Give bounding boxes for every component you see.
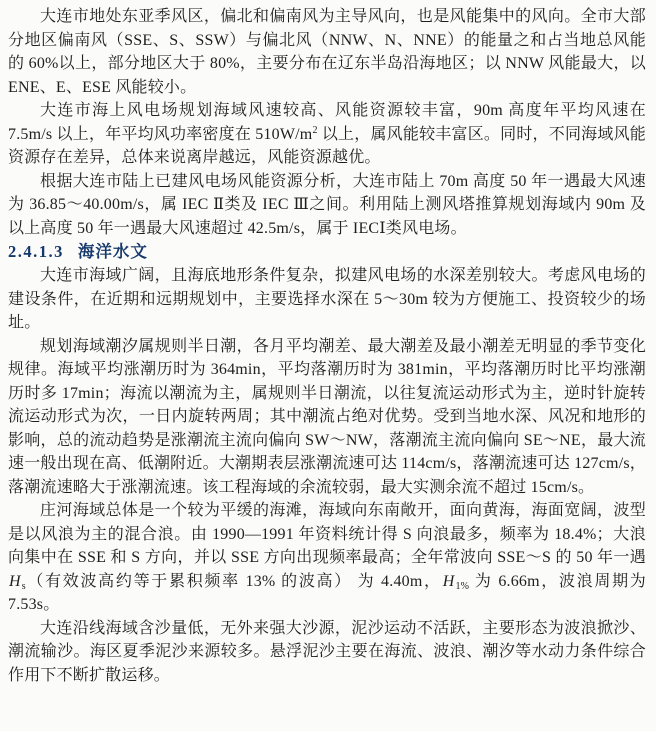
subscript-s: s [21, 580, 26, 592]
section-number: 2.4.1.3 [8, 242, 64, 261]
paragraph-max-wind-speed: 根据大连市陆上已建风电场风能资源分析，大连市陆上 70m 高度 50 年一遇最大风速为 36.85～40.00m/s，属 IEC Ⅱ类及 IEC Ⅲ之间。利用陆上测风塔推算规划海域内 90m 及以上高度 50 年一遇最大风速超过 42.5m/s，属于 IECⅠ类风电场。 [8, 172, 646, 237]
paragraph-sediment: 大连沿线海域含沙量低，无外来强大沙源，泥沙运动不活跃，主要形态为波浪掀沙、潮流输沙。海区夏季泥沙来源较多。悬浮泥沙主要在海流、波浪、潮汐等水动力条件综合作用下不断扩散运移。 [8, 619, 646, 684]
text-segment: 庄河海域总体是一个较为平缓的海滩，海域向东南敞开，面向黄海，海面宽阔，波型是以风浪为主的混合浪。由 1990—1991 年资料统计得 S 向浪最多，频率为 18.4%；大浪向集中在 SSE 和 S 方向，并以 SSE 方向出现频率最高；全年常波向 SSE～S 的 50 年一遇 [8, 502, 646, 566]
paragraph-water-depth: 大连市海域广阔，且海底地形条件复杂，拟建风电场的水深差别较大。考虑风电场的建设条件，在近期和远期规划中，主要选择水深在 5～30m 较为方便施工、投资较少的场址。 [8, 267, 646, 331]
paragraph-wind-direction: 大连市地处东亚季风区，偏北和偏南风为主导风向，也是风能集中的风向。全市大部分地区偏南风（SSE、S、SSW）与偏北风（NNW、N、NNE）的能量之和占当地总风能的 60%以上，部分地区大于 80%，主要分布在辽东半岛沿海地区；以 NNW 风能最大，以 ENE、E、ESE 风能较小。 [8, 8, 646, 96]
section-heading [8, 240, 646, 264]
superscript-exponent: 2 [312, 124, 318, 136]
paragraph-offshore-wind-resource [8, 99, 646, 170]
section-title: 海洋水文 [77, 242, 148, 261]
text-segment: 以上，属风能较丰富区。同时，不同海域风能资源存在差异，总体来说离岸越远，风能资源越优。 [8, 125, 647, 166]
wave-height-symbol-h1pct: H [442, 572, 455, 590]
subscript-1pct: 1% [455, 580, 470, 592]
text-segment: （有效波高约等于累积频率 13% 的波高） 为 4.40m， [25, 572, 442, 590]
paragraph-wave-statistics [8, 499, 646, 617]
text-segment: 为 6.66m，波浪周期为 7.53s。 [8, 572, 646, 613]
paragraph-tide-current: 规划海域潮汐属规则半日潮，各月平均潮差、最大潮差及最小潮差无明显的季节变化规律。海域平均涨潮历时为 364min，平均落潮历时为 381min，平均落潮历时比平均涨潮历时多 17min；海流以潮流为主，属规则半日潮流，以往复流运动形式为主，逆时针旋转流运动形式为次，一日内旋转两周；其中潮流占绝对优势。受到当地水深、风况和地形的影响，总的流动趋势是涨潮流主流向偏向 SW～NW，落潮流主流向偏向 SE～NE，最大流速一般出现在高、低潮附近。大潮期表层涨潮流速可达 114cm/s，落潮流速可达 127cm/s，落潮流速略大于涨潮流速。该工程海域的余流较弱，最大实测余流不超过 15cm/s。 [8, 337, 646, 496]
wave-height-symbol-hs: H [9, 572, 21, 590]
text-segment: 大连市海上风电场规划海域风速较高、风能资源较丰富，90m 高度年平均风速在 7.5m/s 以上，年平均风功率密度在 510W/m [8, 102, 646, 143]
